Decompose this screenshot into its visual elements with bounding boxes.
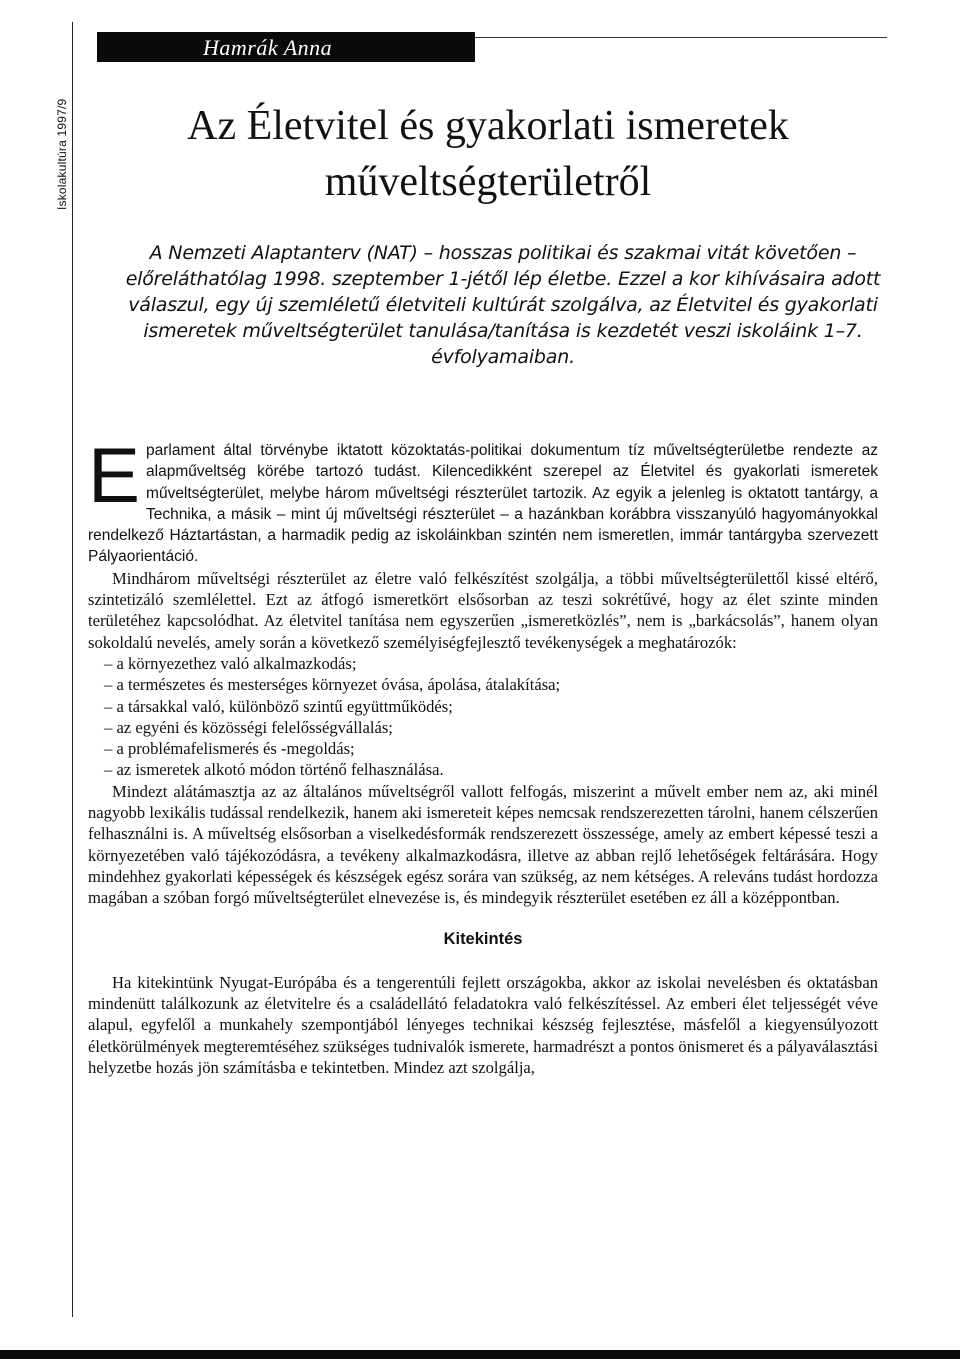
list-item: – a problémafelismerés és -megoldás; xyxy=(104,739,355,759)
paragraph-3: Mindezt alátámasztja az az általános műveltségről vallott felfogás, miszerint a művelt ember nem az, aki minél nagyobb lexikális tudással rendelkezik, hanem aki ismereteit képes nemcsak rendszerezetten tárolni, hanem célszerűen felhasználni is. A műveltség elsősorban a viselkedésformák rendszerezett összessége, amely az embert képessé teszi a környezetében való tájékozódásra, a tevékeny alkalmazkodásra, illetve az abban rejlő lehetőségek feltárására. Hogy mindehhez gyakorlati képességek és készségek egész sorára van szükség, az nem kétséges. A releváns tudást hordozza magában a szóban forgó műveltségterület elnevezése is, és mindegyik részterület esetében ez áll a középpontban. xyxy=(88,781,878,908)
author-banner xyxy=(97,32,475,62)
margin-rule xyxy=(72,22,73,1317)
section-heading: Kitekintés xyxy=(443,929,523,948)
paragraph-intro xyxy=(88,431,878,568)
list-item: – az egyéni és közösségi felelősségvállalás; xyxy=(104,717,393,737)
article-title xyxy=(98,98,878,210)
bottom-rule xyxy=(0,1350,960,1359)
list-item: – a társakkal való, különböző szintű együttműködés; xyxy=(104,696,453,716)
list-item: – az ismeretek alkotó módon történő felhasználása. xyxy=(104,760,444,780)
list-item: – a természetes és mesterséges környezet óvása, ápolása, átalakítása; xyxy=(104,675,561,695)
list-item: – a környezethez való alkalmazkodás; xyxy=(104,653,357,673)
title-line-2: műveltségterületről xyxy=(324,159,652,205)
author-name: Hamrák Anna xyxy=(203,35,333,60)
activity-list xyxy=(88,653,878,781)
paragraph-4: Ha kitekintünk Nyugat-Európába és a tengerentúli fejlett országokba, akkor az iskolai nevelésben és oktatásban mindenütt találkozunk az életvitelre és a családellátó feladatokra való felkészítéssel. Az emberi élet teljességét véve alapul, egyfelől a munkahely szempontjából lényeges technikai készség fejlesztése, másfelől a kiegyensúlyozott életkörülmények megteremtéséhez szükséges tudnivalók ismerete, harmadrészt a pontos önismeret és a pályaválasztási helyzetbe hozás jön számításba e tekintetben. Mindez azt szolgálja, xyxy=(88,972,878,1078)
paragraph-intro-text: parlament által törvénybe iktatott közoktatás-politikai dokumentum tíz műveltségterületbe rendezte az alapműveltség körébe tartozó tudást. Kilencedikként szerepel az Életvitel és gyakorlati ismeretek műveltségterület, melybe három műveltségi részterület tartozik. Az egyik a jelenleg is oktatott tantárgy, a Technika, a másik – mint új műveltségi részterület – a hazánkban korábbra visszanyúló hagyományokkal rendelkező Háztartástan, a harmadik pedig az iskoláinkban szintén nem ismeretlen, immár tantárgyba szervezett Pályaorientáció. xyxy=(88,442,878,566)
paragraph-2: Mindhárom műveltségi részterület az életre való felkészítést szolgálja, a többi műveltségterülettől kissé eltérő, szintetizáló szemlélettel. Ezt az átfogó ismeretkört elsősorban az teszi sokrétűvé, hogy az élet szinte minden területéhez kapcsolódhat. Az életvitel tanítása nem egyszerűen „ismeretközlés”, nem is „barkácsolás”, hanem olyan sokoldalú nevelés, amely során a következő személyiségfejlesztő tevékenységek a meghatározók: xyxy=(88,568,878,652)
abstract: A Nemzeti Alaptanterv (NAT) – hosszas politikai és szakmai vitát követően – előreláthatólag 1998. szeptember 1-jétől lép életbe. Ezzel a kor kihívásaira adott válaszul, egy új szemléletű életviteli kultúrát szolgálva, az Életvitel és gyakorlati ismeretek műveltségterület tanulása/tanítása is kezdetét veszi iskoláink 1–7. évfolyamaiban. xyxy=(125,242,881,368)
article-body xyxy=(88,431,878,1078)
drop-cap: E xyxy=(88,431,141,519)
header-rule xyxy=(475,37,887,38)
journal-label: Iskolakultúra 1997/9 xyxy=(55,98,69,210)
title-line-1: Az Életvitel és gyakorlati ismeretek xyxy=(187,103,789,149)
